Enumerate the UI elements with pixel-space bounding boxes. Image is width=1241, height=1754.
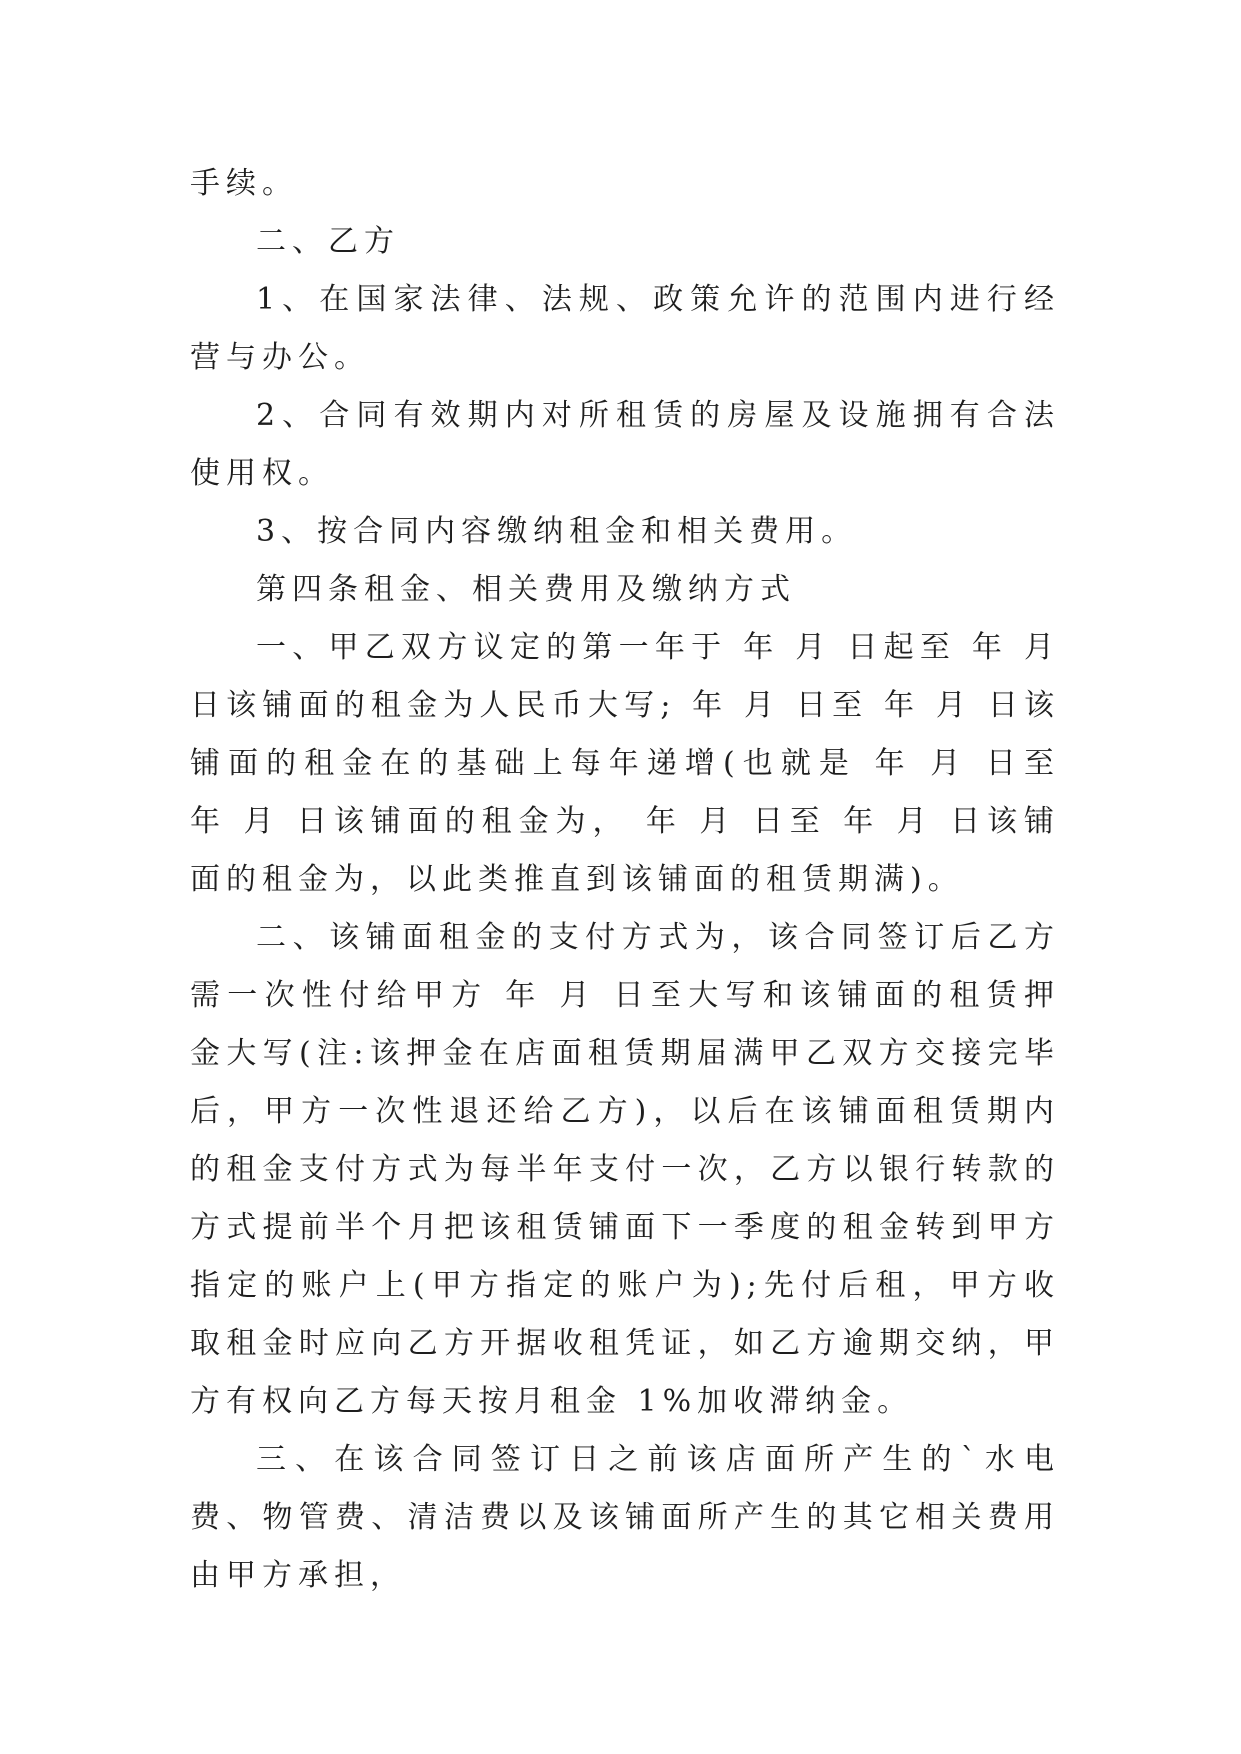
rent-clause-1: 一、甲乙双方议定的第一年于 年 月 日起至 年 月 日该铺面的租金为人民币大写; 年 月 日至 年 月 日该铺面的租金在的基础上每年递增(也就是 年 月 日至 年 月 日该铺面的租金为， 年 月 日至 年 月 日该铺面的租金为，以此类推直到该铺面的租赁期满)。 [190,630,1060,897]
party-b-clause-3: 3、按合同内容缴纳租金和相关费用。 [256,514,858,549]
article-4-heading: 第四条租金、相关费用及缴纳方式 [256,572,796,607]
party-b-clause-1: 1、在国家法律、法规、政策允许的范围内进行经营与办公。 [190,282,1060,375]
rent-clause-3: 三、在该合同签订日之前该店面所产生的`水电费、物管费、清洁费以及该铺面所产生的其它相关费用由甲方承担， [190,1442,1060,1593]
section-heading-party-b: 二、乙方 [256,224,400,259]
document-body [190,155,1060,1605]
rent-clause-2: 二、该铺面租金的支付方式为，该合同签订后乙方需一次性付给甲方 年 月 日至大写和该铺面的租赁押金大写(注:该押金在店面租赁期届满甲乙双方交接完毕后，甲方一次性退还给乙方)，以后在该铺面租赁期内的租金支付方式为每半年支付一次，乙方以银行转款的方式提前半个月把该租赁铺面下一季度的租金转到甲方指定的账户上(甲方指定的账户为);先付后租，甲方收取租金时应向乙方开据收租凭证，如乙方逾期交纳，甲方有权向乙方每天按月租金 1%加收滞纳金。 [190,920,1060,1419]
paragraph-procedures: 手续。 [190,166,298,201]
party-b-clause-2: 2、合同有效期内对所租赁的房屋及设施拥有合法使用权。 [190,398,1060,491]
